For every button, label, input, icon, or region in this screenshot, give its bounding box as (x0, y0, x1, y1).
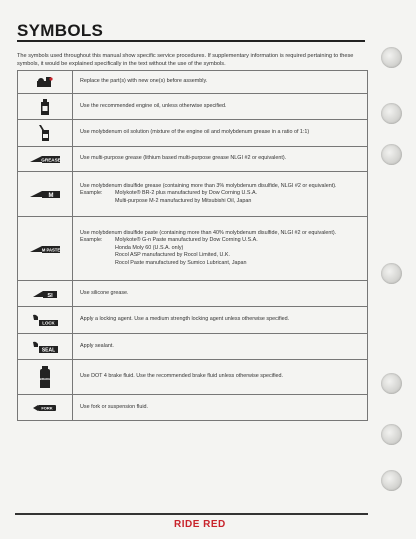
symbol-row-molybdenum-paste (18, 217, 368, 281)
binder-hole (381, 470, 402, 491)
brake-label: BRAKE (39, 377, 51, 381)
symbol-row-brake-fluid (18, 360, 368, 395)
row-text: Apply a locking agent. Use a medium strength locking agent unless otherwise specified. (80, 316, 290, 323)
grease-label: GREASE (41, 157, 61, 163)
row-text: Use silicone grease. (80, 289, 129, 296)
symbol-row-silicone-grease (18, 281, 368, 307)
lock-label: LOCK (42, 320, 55, 326)
molybdenum-paste-icon (28, 243, 62, 255)
row-text: Use molybdenum disulfide grease (containing more than 3% molybdenum disulfide, NLGI #2 or equivalent). (80, 182, 337, 189)
symbols-table (17, 70, 368, 421)
row-text: Replace the part(s) with new one(s) before assembly. (80, 78, 208, 85)
page-title: SYMBOLS (17, 21, 104, 40)
example-item: Molykote® G-n Paste manufactured by Dow Corning U.S.A. (115, 237, 258, 244)
brake-fluid-icon (38, 365, 52, 389)
example-label: Example: (80, 237, 103, 244)
binder-hole (381, 263, 402, 284)
footer-brand: RIDE RED (174, 519, 226, 530)
example-item: Rocol Paste manufactured by Sumico Lubricant, Japan (115, 259, 247, 266)
symbol-row-molybdenum-oil (18, 120, 368, 147)
seal-label: SEAL (41, 347, 56, 354)
silicone-grease-icon (31, 288, 59, 300)
row-text: Use molybdenum oil solution (mixture of the engine oil and molybdenum grease in a ratio of 1:1) (80, 129, 310, 136)
replace-parts-icon (35, 75, 55, 89)
example-item: Honda Moly 60 (U.S.A. only) (115, 244, 184, 251)
symbol-row-locking-agent (18, 307, 368, 334)
binder-hole (381, 373, 402, 394)
example-label: Example: (80, 190, 103, 197)
grease-icon (28, 153, 62, 165)
engine-oil-icon (38, 98, 52, 116)
binder-hole (381, 47, 402, 68)
sealant-icon (30, 340, 60, 354)
footer-rule (15, 513, 368, 515)
binder-hole (381, 103, 402, 124)
fork-fluid-icon (32, 403, 58, 413)
symbol-row-molybdenum-grease (18, 172, 368, 217)
row-text: Use DOT 4 brake fluid. Use the recommended brake fluid unless otherwise specified. (80, 373, 284, 380)
binder-hole (381, 144, 402, 165)
row-text: Use molybdenum disulfide paste (containing more than 40% molybdenum disulfide, NLGI #2 or equivalent). (80, 229, 337, 236)
example-item: Molykote® BR-2 plus manufactured by Dow Corning U.S.A. (115, 190, 258, 197)
symbol-row-fork-fluid (18, 395, 368, 421)
row-text: Apply sealant. (80, 342, 114, 349)
moly-label: M (48, 192, 54, 199)
intro-paragraph: The symbols used throughout this manual show specific service procedures. If supplementary information is required pertaining to these symbols, it would be explained specifically in the text without the use of the symbols. (17, 52, 354, 67)
molybdenum-grease-icon (28, 188, 62, 200)
binder-hole (381, 424, 402, 445)
symbol-row-grease (18, 147, 368, 172)
example-item: Multi-purpose M-2 manufactured by Mitsubishi Oil, Japan (115, 197, 252, 204)
symbol-row-engine-oil (18, 94, 368, 120)
example-item: Rocol ASP manufactured by Rocol Limited, U.K. (115, 252, 230, 259)
molybdenum-oil-icon (38, 124, 52, 142)
fork-label: FORK (41, 405, 53, 411)
symbol-row-replace (18, 71, 368, 94)
paste-label: M PASTE (41, 246, 61, 252)
title-rule (17, 40, 365, 42)
silicone-label: SI (47, 292, 53, 299)
symbol-row-sealant (18, 334, 368, 360)
row-text: Use the recommended engine oil, unless otherwise specified. (80, 102, 227, 109)
locking-agent-icon (30, 313, 60, 327)
row-text: Use fork or suspension fluid. (80, 403, 149, 410)
row-text: Use multi-purpose grease (lithium based multi-purpose grease NLGI #2 or equivalent). (80, 155, 287, 162)
